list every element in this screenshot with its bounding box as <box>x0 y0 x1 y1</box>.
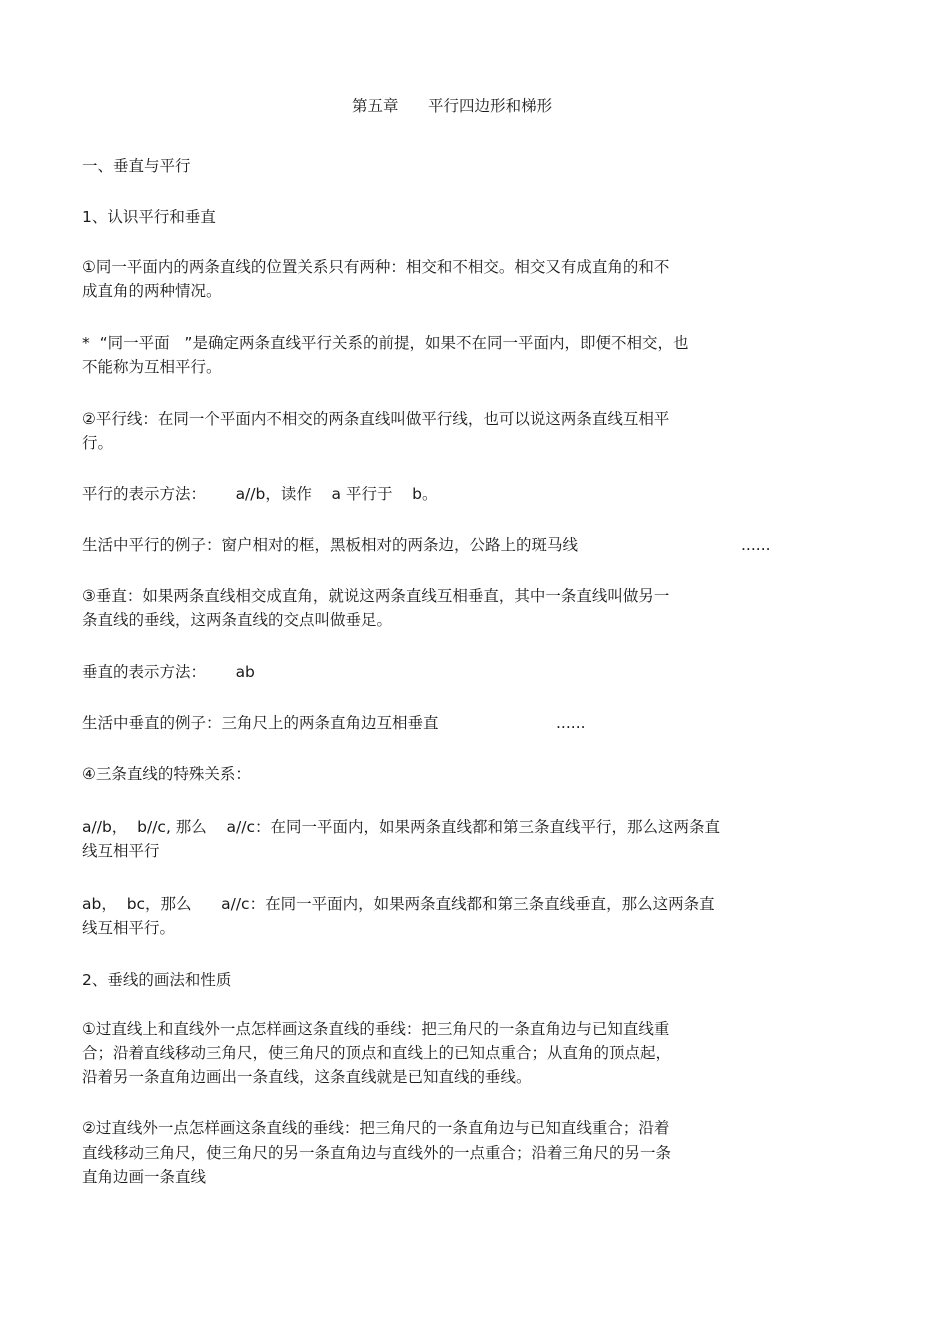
paragraph-line: 成直角的两种情况。 <box>82 282 222 300</box>
paragraph-line: ①过直线上和直线外一点怎样画这条直线的垂线：把三角尺的一条直角边与已知直线重 <box>82 1020 670 1038</box>
paragraph-line: ②平行线：在同一个平面内不相交的两条直线叫做平行线，也可以说这两条直线互相平 <box>82 410 670 428</box>
chapter-title: 第五章 平行四边形和梯形 <box>352 97 553 115</box>
perpendicular-notation: 垂直的表示方法： ab <box>82 663 255 681</box>
paragraph-line: * “同一平面 ”是确定两条直线平行关系的前提，如果不在同一平面内，即便不相交，也 <box>82 334 689 352</box>
paragraph-line: 沿着另一条直角边画出一条直线，这条直线就是已知直线的垂线。 <box>82 1068 532 1086</box>
paragraph-line: 条直线的垂线，这两条直线的交点叫做垂足。 <box>82 611 393 629</box>
rule-line: a//b， b//c, 那么 a//c：在同一平面内，如果两条直线都和第三条直线平行，那么这两条直 <box>82 818 720 836</box>
ellipsis: ...... <box>556 714 586 732</box>
subsection-heading: 1、认识平行和垂直 <box>82 208 216 226</box>
rule-line: 线互相平行。 <box>82 919 176 937</box>
rule-line: 线互相平行 <box>82 842 160 860</box>
paragraph-line: ④三条直线的特殊关系： <box>82 765 251 783</box>
parallel-notation: 平行的表示方法： a//b，读作 a 平行于 b。 <box>82 485 438 503</box>
section-heading: 一、垂直与平行 <box>82 157 191 175</box>
rule-line: ab， bc，那么 a//c：在同一平面内，如果两条直线都和第三条直线垂直，那么这两条直 <box>82 895 715 913</box>
paragraph-line: 直线移动三角尺，使三角尺的另一条直角边与直线外的一点重合；沿着三角尺的另一条 <box>82 1144 672 1162</box>
paragraph-line: 直角边画一条直线 <box>82 1168 207 1186</box>
paragraph-line: ②过直线外一点怎样画这条直线的垂线：把三角尺的一条直角边与已知直线重合；沿着 <box>82 1119 670 1137</box>
paragraph-line: ③垂直：如果两条直线相交成直角，就说这两条直线互相垂直，其中一条直线叫做另一 <box>82 587 670 605</box>
paragraph-line: 行。 <box>82 434 114 452</box>
ellipsis: ...... <box>741 536 771 554</box>
paragraph-line: 合；沿着直线移动三角尺，使三角尺的顶点和直线上的已知点重合；从直角的顶点起， <box>82 1044 672 1062</box>
paragraph-line: 不能称为互相平行。 <box>82 358 222 376</box>
parallel-example: 生活中平行的例子：窗户相对的框，黑板相对的两条边，公路上的斑马线 <box>82 536 579 554</box>
perpendicular-example: 生活中垂直的例子：三角尺上的两条直角边互相垂直 <box>82 714 439 732</box>
subsection-heading: 2、垂线的画法和性质 <box>82 971 232 989</box>
paragraph-line: ①同一平面内的两条直线的位置关系只有两种：相交和不相交。相交又有成直角的和不 <box>82 258 670 276</box>
